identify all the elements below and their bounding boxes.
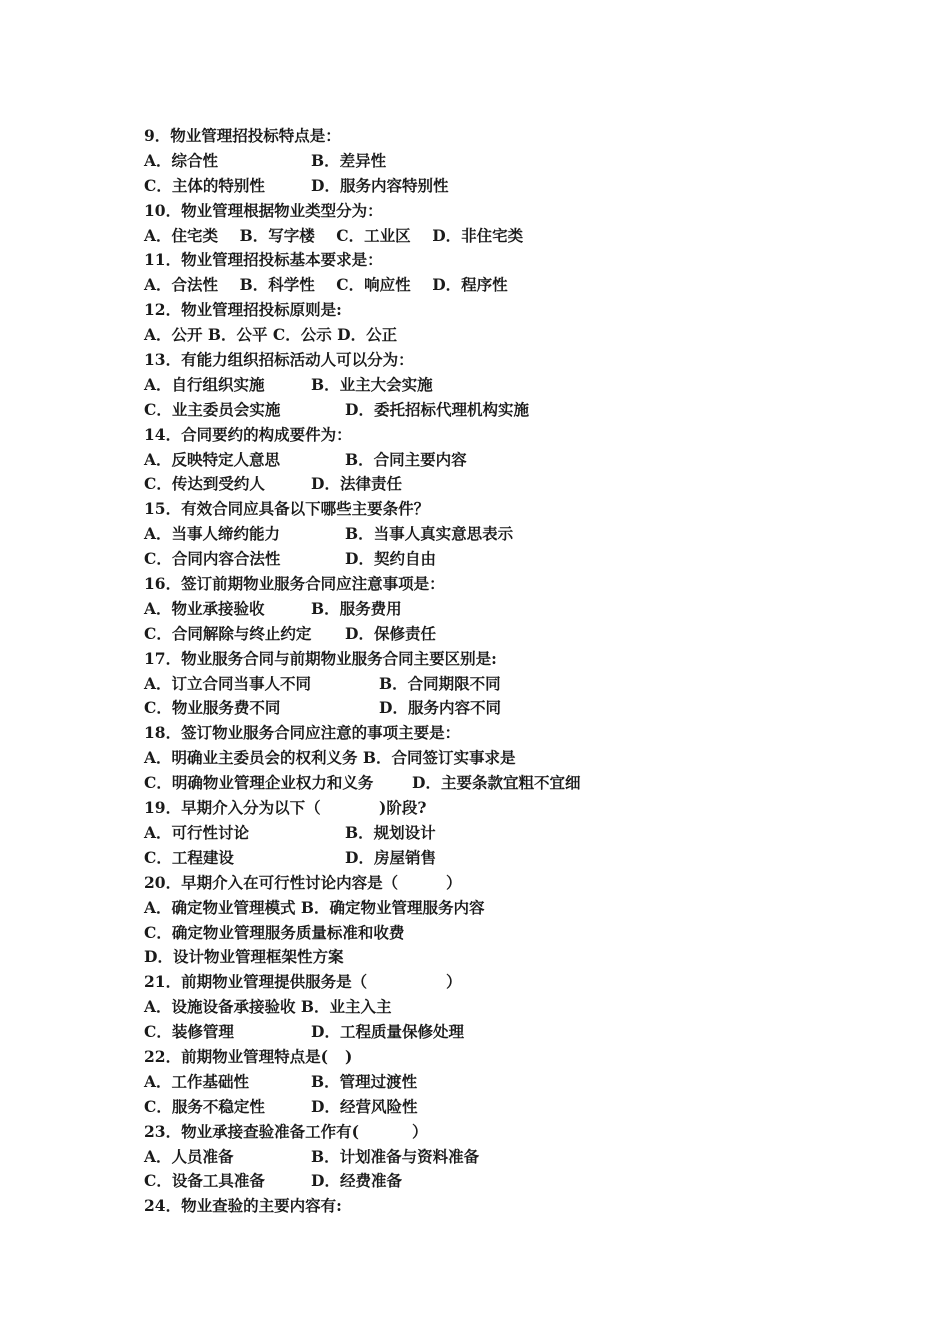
text-line (144, 547, 844, 572)
line-text: A．设施设备承接验收 B．业主入主 (144, 997, 392, 1017)
text-line (144, 1020, 844, 1045)
text-line (144, 846, 844, 871)
text-line (144, 224, 844, 249)
line-text: A．工作基础性 (144, 1071, 250, 1091)
text-line (144, 273, 844, 298)
line-text: 13．有能力组织招标活动人可以分为： (144, 350, 414, 370)
line-text: A．确定物业管理模式 B．确定物业管理服务内容 (144, 897, 485, 917)
line-text-second-column: B．合同期限不同 (379, 673, 501, 693)
text-line (144, 672, 844, 697)
line-text-second-column: ） (446, 872, 462, 892)
line-text: C．物业服务费不同 (144, 698, 281, 718)
text-line (144, 1095, 844, 1120)
line-text: A．订立合同当事人不同 (144, 673, 312, 693)
line-text: 17．物业服务合同与前期物业服务合同主要区别是: (144, 648, 497, 668)
text-line (144, 1120, 844, 1145)
line-text: A．当事人缔约能力 (144, 524, 281, 544)
text-line (144, 298, 844, 323)
line-text: C．主体的特别性 (144, 175, 265, 195)
line-text-second-column: B．业主大会实施 (311, 374, 433, 394)
text-line (144, 423, 844, 448)
text-line (144, 248, 844, 273)
line-text-second-column: B．管理过渡性 (311, 1071, 418, 1091)
line-text: 21．前期物业管理提供服务是（ (144, 972, 368, 992)
line-text: 19．早期介入分为以下（ (144, 798, 321, 818)
text-line (144, 124, 844, 149)
text-line (144, 1145, 844, 1170)
text-line (144, 522, 844, 547)
line-text-second-column: B．服务费用 (311, 598, 402, 618)
line-text: 12．物业管理招投标原则是: (144, 300, 342, 320)
line-text: A．综合性 (144, 150, 219, 170)
text-line (144, 945, 844, 970)
line-text: 20．早期介入在可行性讨论内容是（ (144, 872, 399, 892)
line-text-second-column: D．服务内容不同 (379, 698, 501, 718)
text-line (144, 174, 844, 199)
line-text: A．物业承接验收 (144, 598, 265, 618)
line-text: C．确定物业管理服务质量标准和收费 (144, 922, 405, 942)
line-text-second-column: )阶段? (379, 798, 427, 818)
line-text: 16．签订前期物业服务合同应注意事项是： (144, 574, 445, 594)
text-line (144, 497, 844, 522)
line-text: A．人员准备 (144, 1146, 234, 1166)
line-text-second-column: ） (412, 1121, 428, 1141)
line-text-second-column: ） (446, 972, 462, 992)
text-line (144, 373, 844, 398)
line-text: 23．物业承接查验准备工作有( (144, 1121, 359, 1141)
line-text-second-column: D．工程质量保修处理 (311, 1022, 464, 1042)
line-text: 22．前期物业管理特点是( (144, 1046, 328, 1066)
line-text-second-column: D．保修责任 (345, 623, 436, 643)
text-line (144, 721, 844, 746)
document-page (144, 124, 844, 1219)
line-text: A．可行性讨论 (144, 822, 250, 842)
text-line (144, 323, 844, 348)
text-line (144, 746, 844, 771)
text-line (144, 1045, 844, 1070)
text-line (144, 921, 844, 946)
line-text: 15．有效合同应具备以下哪些主要条件？ (144, 499, 430, 519)
line-text: A．公开 B．公平 C．公示 D．公正 (144, 325, 398, 345)
text-line (144, 647, 844, 672)
line-text-second-column: D．主要条款宜粗不宜细 (412, 773, 581, 793)
line-text: C．服务不稳定性 (144, 1096, 265, 1116)
line-text-second-column: B．计划准备与资料准备 (311, 1146, 480, 1166)
text-line (144, 572, 844, 597)
line-text: C．设备工具准备 (144, 1171, 265, 1191)
line-text-second-column: B．合同主要内容 (345, 449, 467, 469)
text-line (144, 970, 844, 995)
line-text-second-column: D．服务内容特别性 (311, 175, 449, 195)
text-line (144, 199, 844, 224)
line-text: C．装修管理 (144, 1022, 234, 1042)
line-text: 18．签订物业服务合同应注意的事项主要是： (144, 723, 461, 743)
text-line (144, 472, 844, 497)
line-text: 14．合同要约的构成要件为： (144, 424, 352, 444)
line-text: A．反映特定人意思 (144, 449, 281, 469)
text-line (144, 896, 844, 921)
text-line (144, 1194, 844, 1219)
text-line (144, 1070, 844, 1095)
text-line (144, 149, 844, 174)
line-text-second-column: ) (345, 1046, 353, 1066)
text-line (144, 696, 844, 721)
text-line (144, 597, 844, 622)
line-text: C．传达到受约人 (144, 474, 265, 494)
line-text: C．明确物业管理企业权力和义务 (144, 773, 374, 793)
text-line (144, 622, 844, 647)
line-text: D．设计物业管理框架性方案 (144, 947, 344, 967)
line-text: A．合法性 B．科学性 C．响应性 D．程序性 (144, 275, 508, 295)
line-text-second-column: D．房屋销售 (345, 847, 436, 867)
line-text-second-column: D．法律责任 (311, 474, 402, 494)
text-line (144, 821, 844, 846)
text-line (144, 771, 844, 796)
line-text: A．明确业主委员会的权利义务 B．合同签订实事求是 (144, 748, 516, 768)
text-line (144, 448, 844, 473)
text-line (144, 995, 844, 1020)
line-text-second-column: B．当事人真实意思表示 (345, 524, 514, 544)
text-line (144, 348, 844, 373)
line-text: C．业主委员会实施 (144, 399, 281, 419)
line-text: 11．物业管理招投标基本要求是： (144, 250, 383, 270)
line-text-second-column: D．契约自由 (345, 549, 436, 569)
text-line (144, 871, 844, 896)
line-text: C．合同内容合法性 (144, 549, 281, 569)
text-line (144, 1169, 844, 1194)
line-text: A．住宅类 B．写字楼 C．工业区 D．非住宅类 (144, 225, 524, 245)
line-text: A．自行组织实施 (144, 374, 265, 394)
line-text-second-column: D．委托招标代理机构实施 (345, 399, 529, 419)
line-text: 10．物业管理根据物业类型分为： (144, 200, 383, 220)
line-text: C．工程建设 (144, 847, 234, 867)
line-text-second-column: D．经费准备 (311, 1171, 402, 1191)
text-line (144, 796, 844, 821)
line-text-second-column: B．规划设计 (345, 822, 436, 842)
line-text-second-column: B．差异性 (311, 150, 387, 170)
line-text: 24．物业查验的主要内容有: (144, 1196, 342, 1216)
line-text: 9．物业管理招投标特点是： (144, 126, 341, 145)
line-text: C．合同解除与终止约定 (144, 623, 312, 643)
line-text-second-column: D．经营风险性 (311, 1096, 418, 1116)
text-line (144, 398, 844, 423)
